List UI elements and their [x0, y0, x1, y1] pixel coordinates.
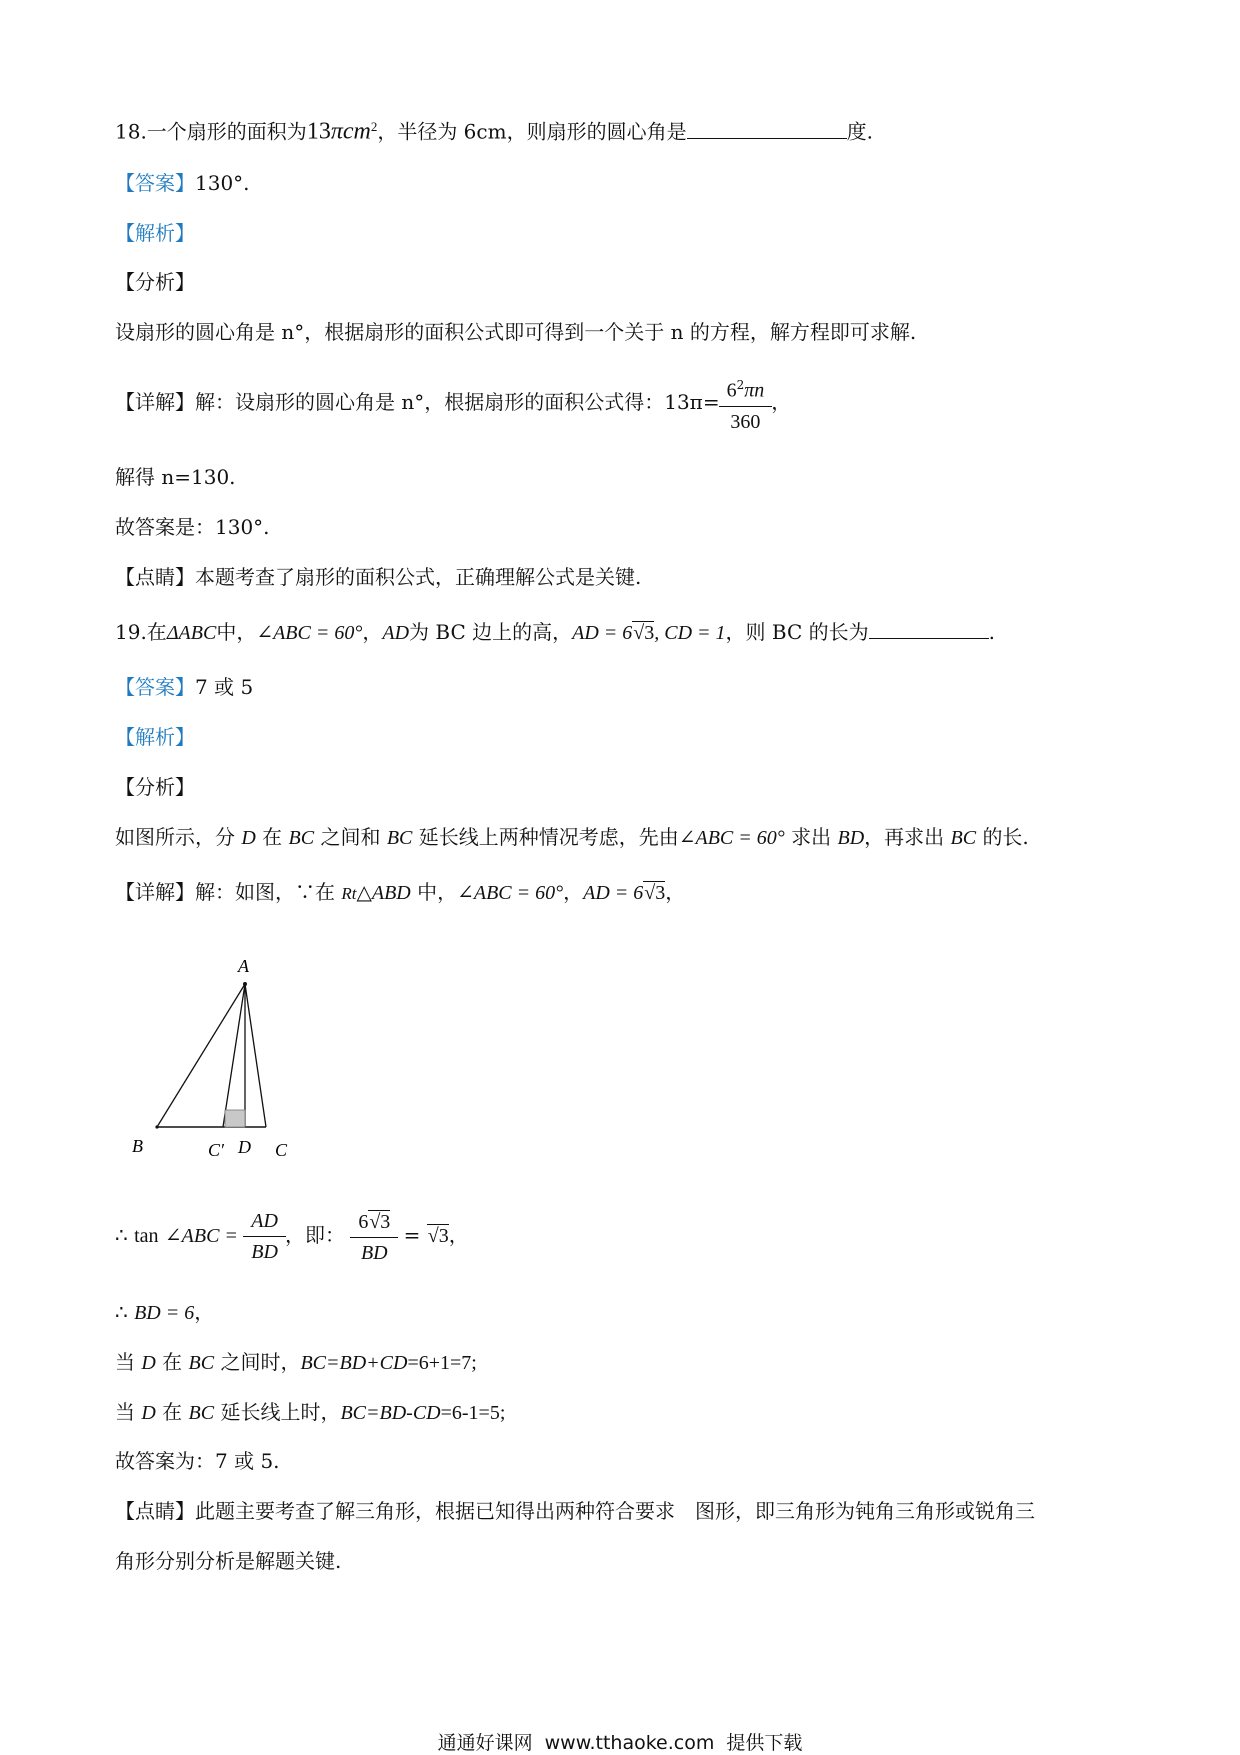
q19-answer: 【答案】7 或 5	[115, 675, 254, 699]
triangle-figure	[120, 940, 310, 1165]
answer-blank	[687, 120, 847, 139]
label-C-prime: C′	[208, 1140, 224, 1160]
side-AB	[157, 984, 245, 1127]
q18-fenxi-heading: 【分析】	[115, 270, 195, 294]
q19-dianjing-line1: 【点睛】此题主要考查了解三角形，根据已知得出两种符合要求 图形，即三角形为钝角三角形或锐角三	[115, 1499, 1035, 1523]
bd-result: ∴ BD = 6，	[115, 1300, 215, 1324]
q19-fenxi-text: 如图所示，分 D 在 BC 之间和 BC 延长线上两种情况考虑，先由∠ABC = 60° 求出 BD，再求出 BC 的长.	[115, 825, 1029, 849]
case-between: 当 D 在 BC 之间时，BC=BD+CD=6+1=7;	[115, 1350, 477, 1374]
q19-guda: 故答案为：7 或 5.	[115, 1449, 280, 1473]
q19-fenxi-heading: 【分析】	[115, 775, 195, 799]
label-B: B	[132, 1136, 143, 1156]
question-18: 18.一个扇形的面积为13πcm$^2$，半径为 6cm，则扇形的圆心角是 度.	[115, 118, 873, 145]
q18-xiangjie: 【详解】解：设扇形的圆心角是 n°，根据扇形的面积公式得：13π= $\frac{6^2\pi n}{360}$ ，	[115, 372, 791, 435]
sqrt: √3	[644, 882, 666, 904]
side-AC	[245, 984, 266, 1127]
label-A: A	[238, 956, 249, 976]
q18-guda: 故答案是：130°.	[115, 515, 270, 539]
footer-url[interactable]: www.tthaoke.com	[544, 1732, 715, 1754]
q19-xiangjie: 【详解】解：如图，∵在 Rt△ABD 中，∠ABC = 60°，AD = 6√3，	[115, 880, 686, 904]
answer-blank	[869, 620, 989, 639]
q18-fenxi-text: 设扇形的圆心角是 n°，根据扇形的面积公式即可得到一个关于 n 的方程，解方程即可求解.	[115, 320, 917, 344]
q18-jiede: 解得 n=130.	[115, 465, 236, 489]
right-angle-marker	[225, 1110, 245, 1127]
question-19: 19.在ΔABC中，∠ABC = 60°，AD为 BC 边上的高，AD = 6√3, CD = 1，则 BC 的长为 .	[115, 620, 995, 644]
label-D: D	[238, 1137, 251, 1157]
footer-site-name: 通通好课网	[437, 1732, 533, 1754]
sqrt: √3	[369, 1210, 391, 1233]
tan-equation: ∴ tan ∠ABC = $\frac{AD}{BD}$ ，即： $\frac{6√3}{BD}$ = √3，	[115, 1203, 469, 1268]
q18-jiexi-heading: 【解析】	[115, 221, 195, 245]
point-B	[155, 1125, 158, 1128]
footer-note: 提供下载	[726, 1732, 803, 1754]
sqrt: √3	[633, 622, 655, 644]
fraction-6sqrt3-bd: $\frac{6√3}{BD}$	[354, 1208, 394, 1266]
side-AC-prime	[223, 984, 245, 1127]
page-footer	[0, 1728, 1240, 1755]
fraction-ad-bd: $\frac{AD}{BD}$	[247, 1208, 282, 1265]
q18-answer: 【答案】130°.	[115, 171, 250, 195]
case-extension: 当 D 在 BC 延长线上时，BC=BD-CD=6-1=5;	[115, 1400, 506, 1424]
q18-dianjing: 【点睛】本题考查了扇形的面积公式，正确理解公式是关键.	[115, 565, 642, 589]
label-C: C	[275, 1140, 288, 1160]
fraction: $\frac{6^2\pi n}{360}$	[723, 372, 769, 435]
q19-jiexi-heading: 【解析】	[115, 725, 195, 749]
sqrt: √3	[427, 1225, 449, 1247]
point-A	[243, 982, 247, 986]
q19-dianjing-line2: 角形分别分析是解题关键.	[115, 1549, 342, 1573]
